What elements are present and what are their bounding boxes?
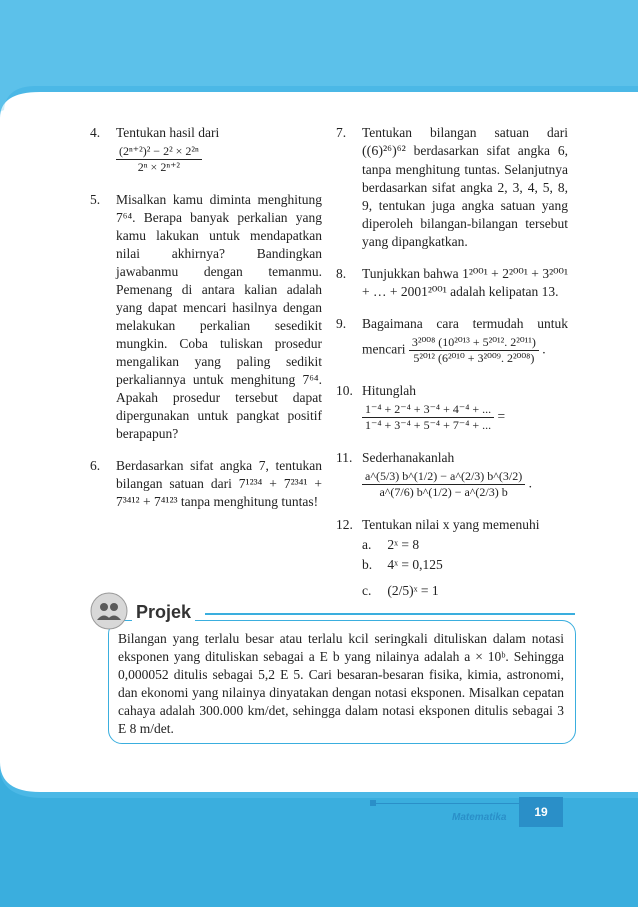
sub-label: a. xyxy=(362,537,372,552)
sub-expression: 4ˣ = 0,125 xyxy=(387,557,443,572)
sub-label: b. xyxy=(362,557,373,572)
punctuation: . xyxy=(542,341,546,357)
project-title-rule xyxy=(205,613,575,615)
sub-item-a xyxy=(362,536,568,554)
problem-7 xyxy=(336,124,568,251)
problem-number: 12. xyxy=(336,517,353,532)
problem-9 xyxy=(336,315,568,368)
problem-10 xyxy=(336,382,568,435)
problem-5 xyxy=(90,191,322,443)
fraction-denominator: a^(7/6) b^(1/2) − a^(2/3) b xyxy=(379,485,508,499)
fraction-denominator: 1⁻⁴ + 3⁻⁴ + 5⁻⁴ + 7⁻⁴ + ... xyxy=(365,418,492,432)
expression-fraction xyxy=(362,469,525,500)
right-column xyxy=(336,124,568,614)
problem-number: 6. xyxy=(90,458,101,473)
problem-number: 4. xyxy=(90,125,101,140)
expression-fraction xyxy=(362,402,494,433)
sub-label: c. xyxy=(362,583,372,598)
problem-text-continued: berdasarkan sifat angka 6, tanpa menghitung tuntas. Selanjutnya berdasarkan sifat angka 2, 3, 4, 5, 8, 9, tentukan juga angka satuan yang diperoleh bilangan-bilangan tersebut yang dipangkatkan. xyxy=(362,143,568,249)
problem-4 xyxy=(90,124,322,177)
problem-11 xyxy=(336,449,568,502)
problem-text: Tentukan hasil dari xyxy=(116,125,220,140)
problem-number: 5. xyxy=(90,192,101,207)
fraction-numerator: a^(5/3) b^(1/2) − a^(2/3) b^(3/2) xyxy=(362,469,525,485)
footer-rule xyxy=(373,803,519,804)
fraction-numerator: 1⁻⁴ + 2⁻⁴ + 3⁻⁴ + 4⁻⁴ + ... xyxy=(362,402,494,418)
project-text: Bilangan yang terlalu besar atau terlalu kcil seringkali dituliskan dalam notasi eksponen yang dituliskan sebagai a E b yang nilainya adalah a × 10ᵇ. Sehingga 0,000052 ditulis sebagai 5,2 E 5. Cari besaran-besaran fisika, kimia, astronomi, dan ekonomi yang nilainya dinyatakan dengan notasi eksponen. Misalkan cepatan cahaya adalah 300.000 km/det, sehingga dalam notasi eksponen ditulis sebagai 3 E 8 m/det. xyxy=(118,631,564,736)
header-decoration xyxy=(0,0,638,118)
problem-number: 9. xyxy=(336,316,347,331)
problem-text: Hitunglah xyxy=(362,383,416,398)
problem-text: Misalkan kamu diminta menghitung 7⁶⁴. Berapa banyak perkalian yang kamu lakukan untuk mendapatkan nilai akhirnya? Bandingkan jawabanmu dengan temanmu. Pemenang di antara kalian adalah yang dapat mencari hasilnya dengan melakukan perkalian sesedikit mungkin. Coba tuliskan prosedur mengalikan yang paling sedikit perkaliannya untuk menghitung 7⁶⁴. Apakah prosedur tersebut dapat dipergunakan untuk pangkat positif berapapun? xyxy=(116,192,322,441)
footer-decoration xyxy=(0,762,638,907)
sub-expression: 2ˣ = 8 xyxy=(387,537,420,552)
equals-sign: = xyxy=(497,408,506,424)
expression-fraction xyxy=(116,144,202,175)
problem-text: Tunjukkan bahwa 1²⁰⁰¹ + 2²⁰⁰¹ + 3²⁰⁰¹ + … + 2001²⁰⁰¹ adalah kelipatan 13. xyxy=(362,266,568,299)
left-column xyxy=(90,124,322,525)
problem-number: 10. xyxy=(336,383,353,398)
problem-12 xyxy=(336,516,568,600)
expression-fraction xyxy=(409,335,539,366)
project-title: Projek xyxy=(132,602,195,623)
problem-text: Tentukan nilai x yang memenuhi xyxy=(362,517,540,532)
sub-item-b xyxy=(362,556,568,574)
problem-text: Bagaimana cara termudah untuk mencari xyxy=(362,316,568,357)
problem-number: 11. xyxy=(336,450,353,465)
people-icon xyxy=(90,592,128,630)
fraction-denominator: 5²⁰¹² (6²⁰¹⁰ + 3²⁰⁰⁹. 2²⁰⁰⁸) xyxy=(413,351,535,365)
fraction-numerator: 3²⁰⁰⁸ (10²⁰¹³ + 5²⁰¹². 2²⁰¹¹) xyxy=(409,335,539,351)
sub-expression: (2/5)ˣ = 1 xyxy=(387,583,439,598)
problem-8 xyxy=(336,265,568,301)
fraction-denominator: 2ⁿ × 2ⁿ⁺² xyxy=(137,160,181,174)
problem-number: 8. xyxy=(336,266,347,281)
problem-text: Tentukan bilangan satuan dari xyxy=(362,125,568,140)
problem-number: 7. xyxy=(336,125,347,140)
punctuation: . xyxy=(528,475,532,491)
footer-subject-label: Matematika xyxy=(452,812,507,823)
expression: ((6)²⁶)⁶² xyxy=(362,144,406,159)
fraction-numerator: (2ⁿ⁺²)² − 2² × 2²ⁿ xyxy=(116,144,202,160)
problem-text: Sederhanakanlah xyxy=(362,450,455,465)
sub-item-c xyxy=(362,582,568,600)
page-number: 19 xyxy=(519,797,563,827)
problem-6 xyxy=(90,457,322,511)
problem-text: Berdasarkan sifat angka 7, tentukan bilangan satuan dari 7¹²³⁴ + 7²³⁴¹ + 7³⁴¹² + 7⁴¹²³ tanpa menghitung tuntas! xyxy=(116,458,322,509)
